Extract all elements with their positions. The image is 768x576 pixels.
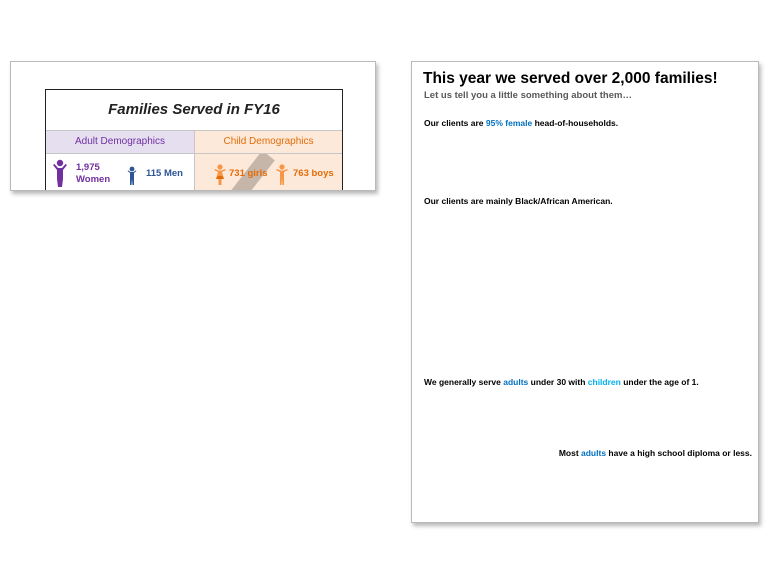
age-line-text-c: under 30 with: [528, 377, 588, 387]
women-label: Women: [76, 174, 111, 185]
adult-demographics-header: Adult Demographics: [46, 131, 195, 153]
child-cell: [195, 154, 342, 191]
adult-cell: [46, 154, 195, 191]
female-line: [424, 118, 618, 128]
age-line: [424, 377, 699, 387]
education-line-adults: adults: [581, 448, 607, 458]
women-number: 1,975: [76, 162, 100, 173]
infographic-thumbnail: [10, 61, 376, 191]
female-line-highlight: 95% female: [485, 118, 533, 128]
age-line-text-a: We generally serve: [424, 377, 504, 387]
women-count: [76, 162, 110, 186]
document-page: [411, 61, 759, 523]
boys-count: 763 boys: [293, 168, 334, 179]
female-line-text-c: head-of-households.: [532, 118, 619, 128]
girls-count: 731 girls: [229, 168, 268, 179]
page-title: This year we served over 2,000 families!: [423, 70, 718, 87]
men-count: 115 Men: [146, 168, 183, 179]
boy-figure-icon: [275, 164, 289, 186]
education-line-text-c: have a high school diploma or less.: [606, 448, 752, 458]
education-line-text-a: Most: [558, 448, 582, 458]
header-row: [46, 131, 342, 153]
age-line-text-e: under the age of 1.: [620, 377, 699, 387]
families-table: [45, 89, 343, 191]
child-demographics-header: Child Demographics: [195, 131, 342, 153]
table-title: Families Served in FY16: [46, 90, 342, 131]
education-line: [559, 448, 752, 458]
age-line-children: children: [587, 377, 621, 387]
page-subtitle: Let us tell you a little something about them…: [424, 90, 632, 101]
girl-figure-icon: [213, 164, 227, 186]
demographics-row: [46, 153, 342, 191]
ethnicity-line: Our clients are mainly Black/African American.: [424, 196, 613, 206]
female-line-text-a: Our clients are: [424, 118, 486, 128]
man-figure-icon: [126, 166, 138, 186]
age-line-adults: adults: [503, 377, 529, 387]
woman-figure-icon: [51, 159, 69, 187]
